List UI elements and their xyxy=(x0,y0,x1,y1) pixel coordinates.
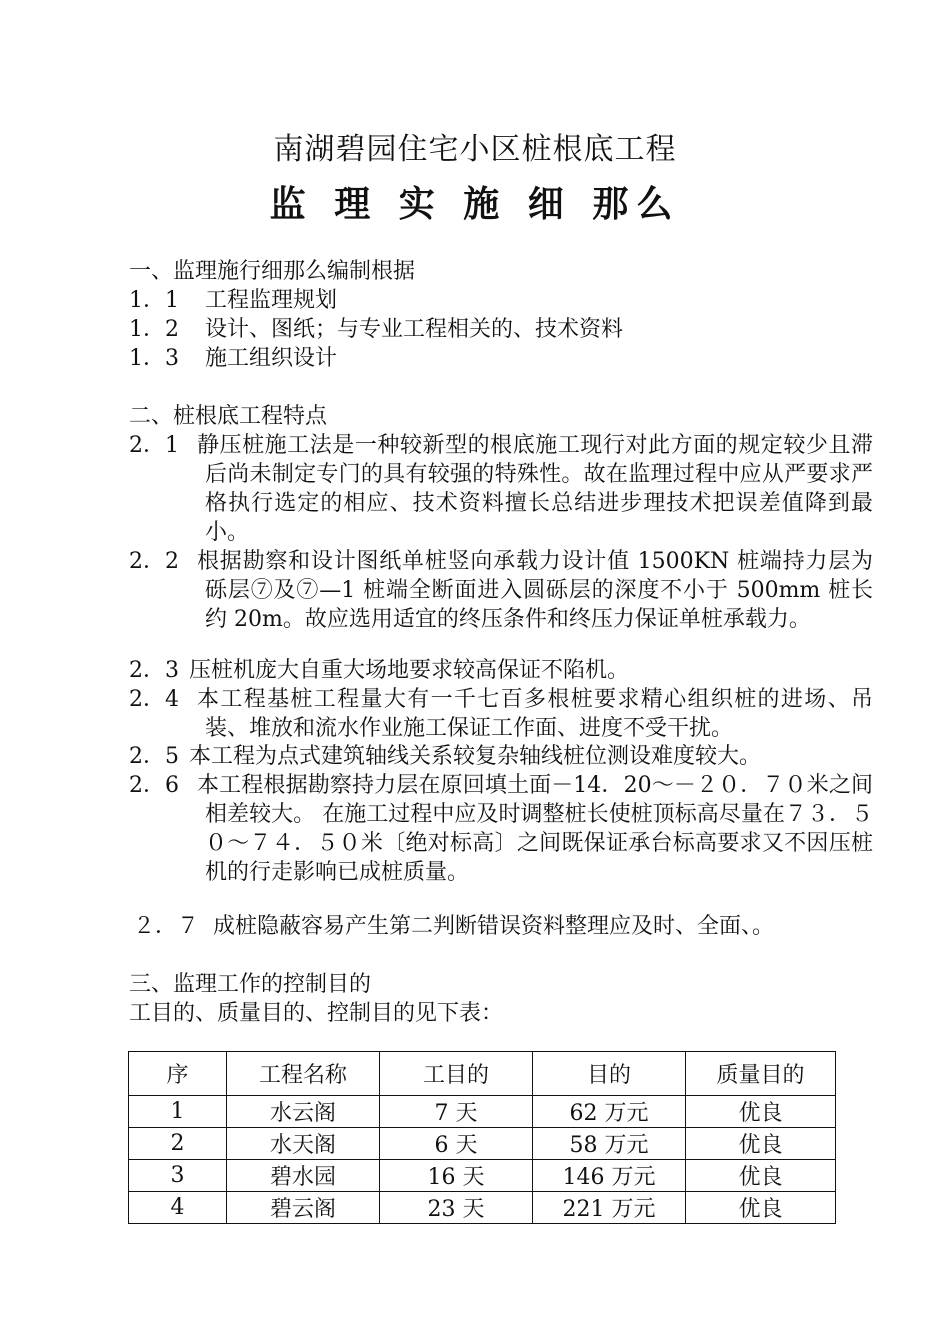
section-1-item xyxy=(129,286,337,315)
table-cell: 优良 xyxy=(686,1160,836,1192)
section-1-item xyxy=(129,315,623,344)
item-text: 工程监理规划 xyxy=(205,288,338,313)
item-number: ２．７ xyxy=(133,914,200,939)
table-cell: 23 天 xyxy=(380,1192,533,1224)
item-number: 2．3 xyxy=(129,658,179,683)
table-cell: 优良 xyxy=(686,1128,836,1160)
section-2-item xyxy=(129,656,629,685)
table-cell: 62 万元 xyxy=(533,1096,686,1128)
section-1-heading: 一、监理施行细那么编制根据 xyxy=(129,259,416,284)
item-number: 1．3 xyxy=(129,346,179,371)
table-cell: 水云阁 xyxy=(227,1096,380,1128)
item-text: 设计、图纸；与专业工程相关的、技术资料 xyxy=(205,317,624,342)
table-row xyxy=(129,1192,836,1224)
item-number: 2．6 xyxy=(129,773,179,798)
section-2-item xyxy=(129,547,873,634)
table-cell: 2 xyxy=(129,1128,227,1160)
table-cell: 4 xyxy=(129,1192,227,1224)
item-number: 2．2 xyxy=(129,549,179,574)
table-cell: 146 万元 xyxy=(533,1160,686,1192)
section-2-heading: 二、桩根底工程特点 xyxy=(129,404,328,429)
item-number: 1．2 xyxy=(129,317,179,342)
table-row xyxy=(129,1128,836,1160)
document-subtitle: 监 理 实 施 细 那么 xyxy=(269,183,681,225)
section-3-intro: 工目的、质量目的、控制目的见下表： xyxy=(129,1001,504,1026)
item-number: 2．4 xyxy=(129,687,179,712)
column-header: 目的 xyxy=(533,1052,686,1096)
table-header-row xyxy=(129,1052,836,1096)
document-title: 南湖碧园住宅小区桩根底工程 xyxy=(273,132,677,167)
table-cell: 58 万元 xyxy=(533,1128,686,1160)
table-cell: 16 天 xyxy=(380,1160,533,1192)
table-cell: 221 万元 xyxy=(533,1192,686,1224)
column-header: 工程名称 xyxy=(227,1052,380,1096)
section-2-item xyxy=(133,912,774,941)
section-2-item xyxy=(129,742,761,771)
table-cell: 7 天 xyxy=(380,1096,533,1128)
item-text: 施工组织设计 xyxy=(205,346,338,371)
column-header: 序 xyxy=(129,1052,227,1096)
item-text: 本工程为点式建筑轴线关系较复杂轴线桩位测设难度较大。 xyxy=(189,744,762,769)
table-cell: 优良 xyxy=(686,1192,836,1224)
section-2-item xyxy=(129,685,873,743)
item-number: 2．1 xyxy=(129,433,179,458)
column-header: 工目的 xyxy=(380,1052,533,1096)
item-text: 本工程基桩工程量大有一千七百多根桩要求精心组织桩的进场、吊装、堆放和流水作业施工保证工作面、进度不受干扰。 xyxy=(197,687,873,741)
table-cell: 碧云阁 xyxy=(227,1192,380,1224)
item-text: 根据勘察和设计图纸单桩竖向承载力设计值 1500KN 桩端持力层为砾层⑦及⑦—1 桩端全断面进入圆砾层的深度不小于 500mm 桩长约 20m。故应选用适宜的终压条件和终压力保证单桩承载力。 xyxy=(197,549,873,632)
table-cell: 优良 xyxy=(686,1096,836,1128)
table-row xyxy=(129,1096,836,1128)
item-number: 2．5 xyxy=(129,744,179,769)
targets-table xyxy=(128,1051,836,1224)
section-2-item xyxy=(129,431,873,547)
section-1-item xyxy=(129,344,337,373)
item-text: 压桩机庞大自重大场地要求较高保证不陷机。 xyxy=(189,658,630,683)
table-cell: 碧水园 xyxy=(227,1160,380,1192)
table-cell: 1 xyxy=(129,1096,227,1128)
item-text: 静压桩施工法是一种较新型的根底施工现行对此方面的规定较少且滞后尚未制定专门的具有较强的特殊性。故在监理过程中应从严要求严格执行选定的相应、技术资料擅长总结进步理技术把误差值降到最小。 xyxy=(197,433,873,545)
item-text: 本工程根据勘察持力层在原回填土面－14．20～－２０．７０米之间相差较大。 在施工过程中应及时调整桩长使桩顶标高尽量在７３．５０～７４．５０米〔绝对标高〕之间既保证承台标高要求又不因压桩机的行走影响已成桩质量。 xyxy=(197,773,873,885)
column-header: 质量目的 xyxy=(686,1052,836,1096)
section-2-item xyxy=(129,771,873,887)
item-text: 成桩隐蔽容易产生第二判断错误资料整理应及时、全面、。 xyxy=(213,914,775,939)
table-cell: 水天阁 xyxy=(227,1128,380,1160)
section-3-heading: 三、监理工作的控制目的 xyxy=(129,972,372,997)
table-cell: 3 xyxy=(129,1160,227,1192)
table-cell: 6 天 xyxy=(380,1128,533,1160)
item-number: 1．1 xyxy=(129,288,179,313)
table-row xyxy=(129,1160,836,1192)
